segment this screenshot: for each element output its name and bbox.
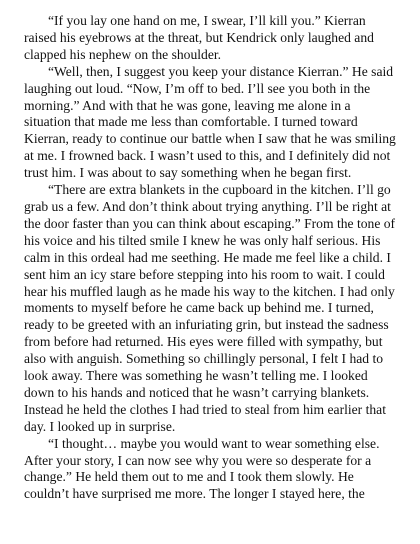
paragraph-2: “Well, then, I suggest you keep your distance Kierran.” He said laughing out loud. “Now, I’m off to bed. I’ll see you both in the morning.” And with that he was gone, leaving me alone in a situation that made me less than comfortable. I turned toward Kierran, ready to continue our battle when I saw that he was smiling at me. I frowned back. I wasn’t used to this, and I definitely did not trust him. I was about to say something when he began first. [24,63,396,181]
paragraph-4: “I thought… maybe you would want to wear something else. After your story, I can now see why you were so desperate for a change.” He held them out to me and I took them slowly. He couldn’t have surprised me more. The longer I stayed here, the [24,435,380,502]
paragraph-3: “There are extra blankets in the cupboard in the kitchen. I’ll go grab us a few. And don’t think about trying anything. I’ll be right at the door faster than you can think about escaping.” From the tone of his voice and his tilted smile I knew he was only half serious. His calm in this ordeal had me seething. He made me feel like a child. I sent him an icy stare before stepping into his room to wait. I could hear his muffled laugh as he made his way to the kitchen. I had only moments to myself before he came back up behind me. I turned, ready to be greeted with an infuriating grin, but instead the sadness from before had returned. His eyes were filled with sympathy, but also with anguish. Something so chillingly personal, I felt I had to look away. There was something he wasn’t telling me. I looked down to his hands and noticed that he wasn’t carrying blankets. Instead he held the clothes I had tried to steal from him earlier that day. I looked up in surprise. [24,182,396,434]
paragraph-1: “If you lay one hand on me, I swear, I’ll kill you.” Kierran raised his eyebrows at the threat, but Kendrick only laughed and clapped his nephew on the shoulder. [24,13,374,62]
page-body [24,13,396,503]
